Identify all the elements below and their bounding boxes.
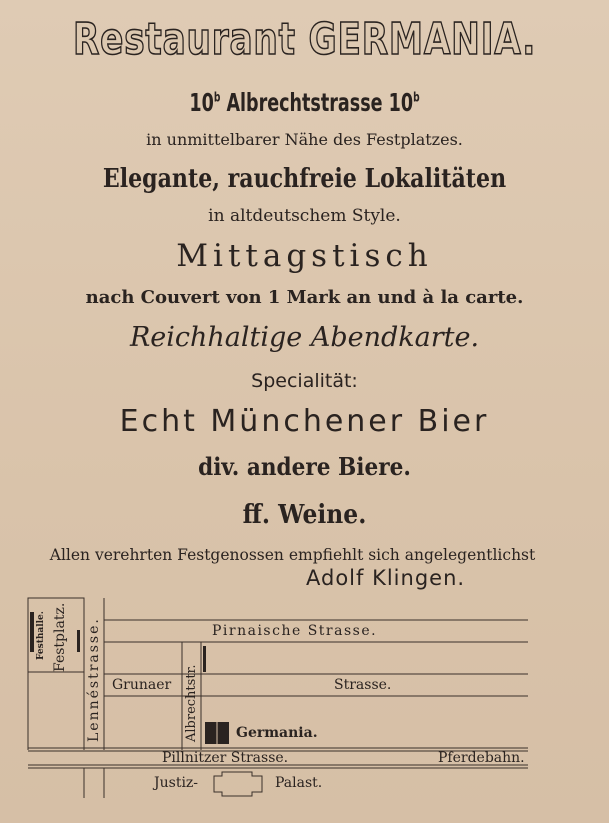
strasse-label: Strasse. xyxy=(334,677,392,693)
other-beers-text: div. andere Biere. xyxy=(198,452,411,481)
restaurant-title: Restaurant GERMANIA. xyxy=(72,14,537,65)
recommendation-text: Allen verehrten Festgenossen empfiehlt sich angelegentlichst xyxy=(49,546,536,564)
wines-text: ff. Weine. xyxy=(242,500,367,530)
address-number: 10 xyxy=(189,88,214,117)
grunaer-label: Grunaer xyxy=(112,677,172,693)
beer-text: Echt Münchener Bier xyxy=(119,404,490,439)
lunch-heading: Mittagstisch xyxy=(176,238,433,274)
address-street: Albrechtstrasse 10 xyxy=(220,88,414,117)
palast-label: Palast. xyxy=(275,775,323,791)
justiz-label: Justiz- xyxy=(154,775,199,791)
lennestrasse-label: Lennéstrasse. xyxy=(86,617,102,742)
proximity-text: in unmittelbarer Nähe des Festplatzes. xyxy=(146,130,463,149)
owner-name: Adolf Klingen. xyxy=(306,566,466,590)
albrechtstr-label: Albrechtstr. xyxy=(184,664,199,742)
address xyxy=(67,88,542,117)
address-suffix-2: b xyxy=(413,90,420,106)
pirnaische-strasse-label: Pirnaische Strasse. xyxy=(212,623,378,639)
speciality-label: Specialität: xyxy=(251,370,358,392)
address-suffix: b xyxy=(213,90,221,106)
germania-label: Germania. xyxy=(236,725,318,741)
pferdebahn-label: Pferdebahn. xyxy=(438,750,525,766)
evening-menu-text: Reichhaltige Abendkarte. xyxy=(129,322,480,353)
location-map xyxy=(0,590,609,823)
pillnitzer-strasse-label: Pillnitzer Strasse. xyxy=(162,750,289,766)
festplatz-label: Festplatz. xyxy=(52,602,68,672)
rooms-text: Elegante, rauchfreie Lokalitäten xyxy=(102,164,507,194)
style-text: in altdeutschem Style. xyxy=(208,206,401,226)
festhalle-label: Festhalle. xyxy=(36,611,46,660)
couvert-text: nach Couvert von 1 Mark an und à la carte. xyxy=(85,287,524,308)
